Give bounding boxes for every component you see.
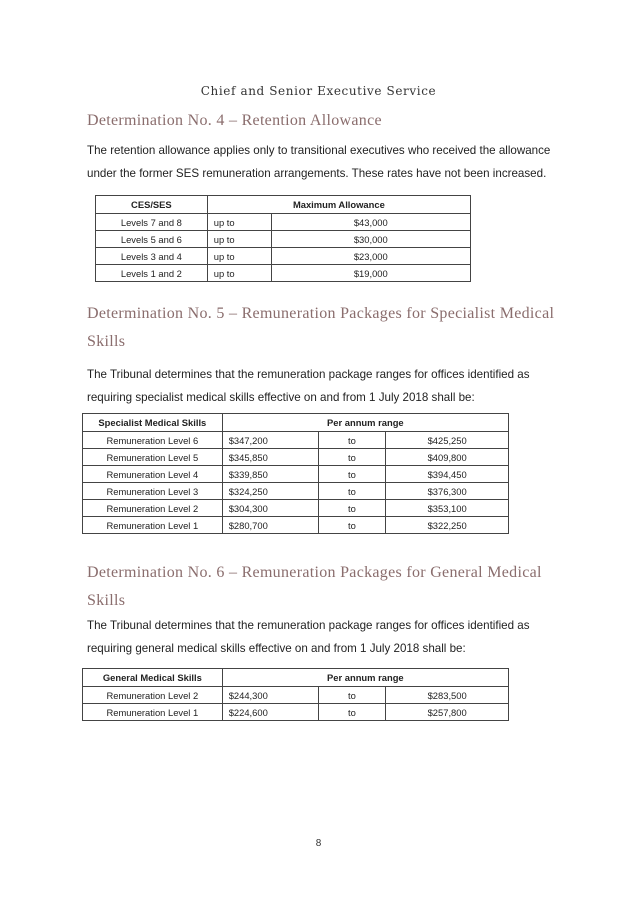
det5-paragraph xyxy=(87,363,557,409)
table-row xyxy=(83,466,509,483)
column-header: CES/SES xyxy=(96,196,208,214)
to-cell: to xyxy=(318,432,386,449)
det6-paragraph xyxy=(87,614,557,660)
prefix-cell: up to xyxy=(207,248,271,265)
level-cell: Remuneration Level 1 xyxy=(83,704,223,721)
amount-cell: $30,000 xyxy=(271,231,470,248)
level-cell: Remuneration Level 4 xyxy=(83,466,223,483)
det6-heading xyxy=(87,559,557,615)
det6-paragraph-line2: requiring general medical skills effective on and from 1 July 2018 shall be: xyxy=(87,642,466,655)
min-cell: $345,850 xyxy=(222,449,318,466)
max-cell: $353,100 xyxy=(386,500,509,517)
level-cell: Levels 7 and 8 xyxy=(96,214,208,231)
table-row xyxy=(96,231,471,248)
det4-heading: Determination No. 4 – Retention Allowance xyxy=(87,112,382,129)
min-cell: $224,600 xyxy=(222,704,318,721)
to-cell: to xyxy=(318,483,386,500)
table-header-row xyxy=(96,196,471,214)
amount-cell: $19,000 xyxy=(271,265,470,282)
max-cell: $394,450 xyxy=(386,466,509,483)
max-cell: $322,250 xyxy=(386,517,509,534)
max-cell: $409,800 xyxy=(386,449,509,466)
min-cell: $280,700 xyxy=(222,517,318,534)
to-cell: to xyxy=(318,500,386,517)
table-row xyxy=(83,500,509,517)
to-cell: to xyxy=(318,517,386,534)
column-header: General Medical Skills xyxy=(83,669,223,687)
min-cell: $347,200 xyxy=(222,432,318,449)
det5-paragraph-line1: The Tribunal determines that the remuneration package ranges for offices identified as xyxy=(87,368,530,381)
max-cell: $283,500 xyxy=(386,687,509,704)
prefix-cell: up to xyxy=(207,265,271,282)
det5-paragraph-line2: requiring specialist medical skills effective on and from 1 July 2018 shall be: xyxy=(87,391,475,404)
det4-paragraph xyxy=(87,139,557,185)
column-header: Per annum range xyxy=(222,414,508,432)
table-row xyxy=(83,449,509,466)
to-cell: to xyxy=(318,687,386,704)
to-cell: to xyxy=(318,449,386,466)
amount-cell: $23,000 xyxy=(271,248,470,265)
max-cell: $376,300 xyxy=(386,483,509,500)
level-cell: Remuneration Level 3 xyxy=(83,483,223,500)
prefix-cell: up to xyxy=(207,231,271,248)
min-cell: $304,300 xyxy=(222,500,318,517)
prefix-cell: up to xyxy=(207,214,271,231)
det5-heading xyxy=(87,300,557,356)
min-cell: $339,850 xyxy=(222,466,318,483)
level-cell: Remuneration Level 2 xyxy=(83,687,223,704)
min-cell: $244,300 xyxy=(222,687,318,704)
level-cell: Remuneration Level 5 xyxy=(83,449,223,466)
level-cell: Remuneration Level 6 xyxy=(83,432,223,449)
table-row xyxy=(96,265,471,282)
level-cell: Levels 3 and 4 xyxy=(96,248,208,265)
retention-allowance-table xyxy=(95,195,471,282)
det6-heading-line1: Determination No. 6 – Remuneration Packages for General Medical xyxy=(87,564,542,581)
table-row xyxy=(96,214,471,231)
table-row xyxy=(83,432,509,449)
specialist-medical-table xyxy=(82,413,509,534)
det5-heading-line2: Skills xyxy=(87,333,126,350)
to-cell: to xyxy=(318,466,386,483)
table-row xyxy=(83,704,509,721)
table-row xyxy=(83,483,509,500)
table-header-row xyxy=(83,414,509,432)
min-cell: $324,250 xyxy=(222,483,318,500)
table-row xyxy=(83,687,509,704)
det5-heading-line1: Determination No. 5 – Remuneration Packages for Specialist Medical xyxy=(87,305,555,322)
running-header: Chief and Senior Executive Service xyxy=(200,84,437,98)
det4-paragraph-line1: The retention allowance applies only to transitional executives who received the allowance xyxy=(87,144,551,157)
table-row xyxy=(96,248,471,265)
to-cell: to xyxy=(318,704,386,721)
level-cell: Levels 1 and 2 xyxy=(96,265,208,282)
table-header-row xyxy=(83,669,509,687)
det6-heading-line2: Skills xyxy=(87,592,126,609)
max-cell: $257,800 xyxy=(386,704,509,721)
page-number: 8 xyxy=(315,838,322,849)
general-medical-table xyxy=(82,668,509,721)
det6-paragraph-line1: The Tribunal determines that the remuneration package ranges for offices identified as xyxy=(87,619,530,632)
amount-cell: $43,000 xyxy=(271,214,470,231)
level-cell: Levels 5 and 6 xyxy=(96,231,208,248)
max-cell: $425,250 xyxy=(386,432,509,449)
det4-paragraph-line2: under the former SES remuneration arrangements. These rates have not been increased. xyxy=(87,167,547,180)
column-header: Maximum Allowance xyxy=(207,196,470,214)
table-row xyxy=(83,517,509,534)
column-header: Specialist Medical Skills xyxy=(83,414,223,432)
level-cell: Remuneration Level 1 xyxy=(83,517,223,534)
column-header: Per annum range xyxy=(222,669,508,687)
level-cell: Remuneration Level 2 xyxy=(83,500,223,517)
